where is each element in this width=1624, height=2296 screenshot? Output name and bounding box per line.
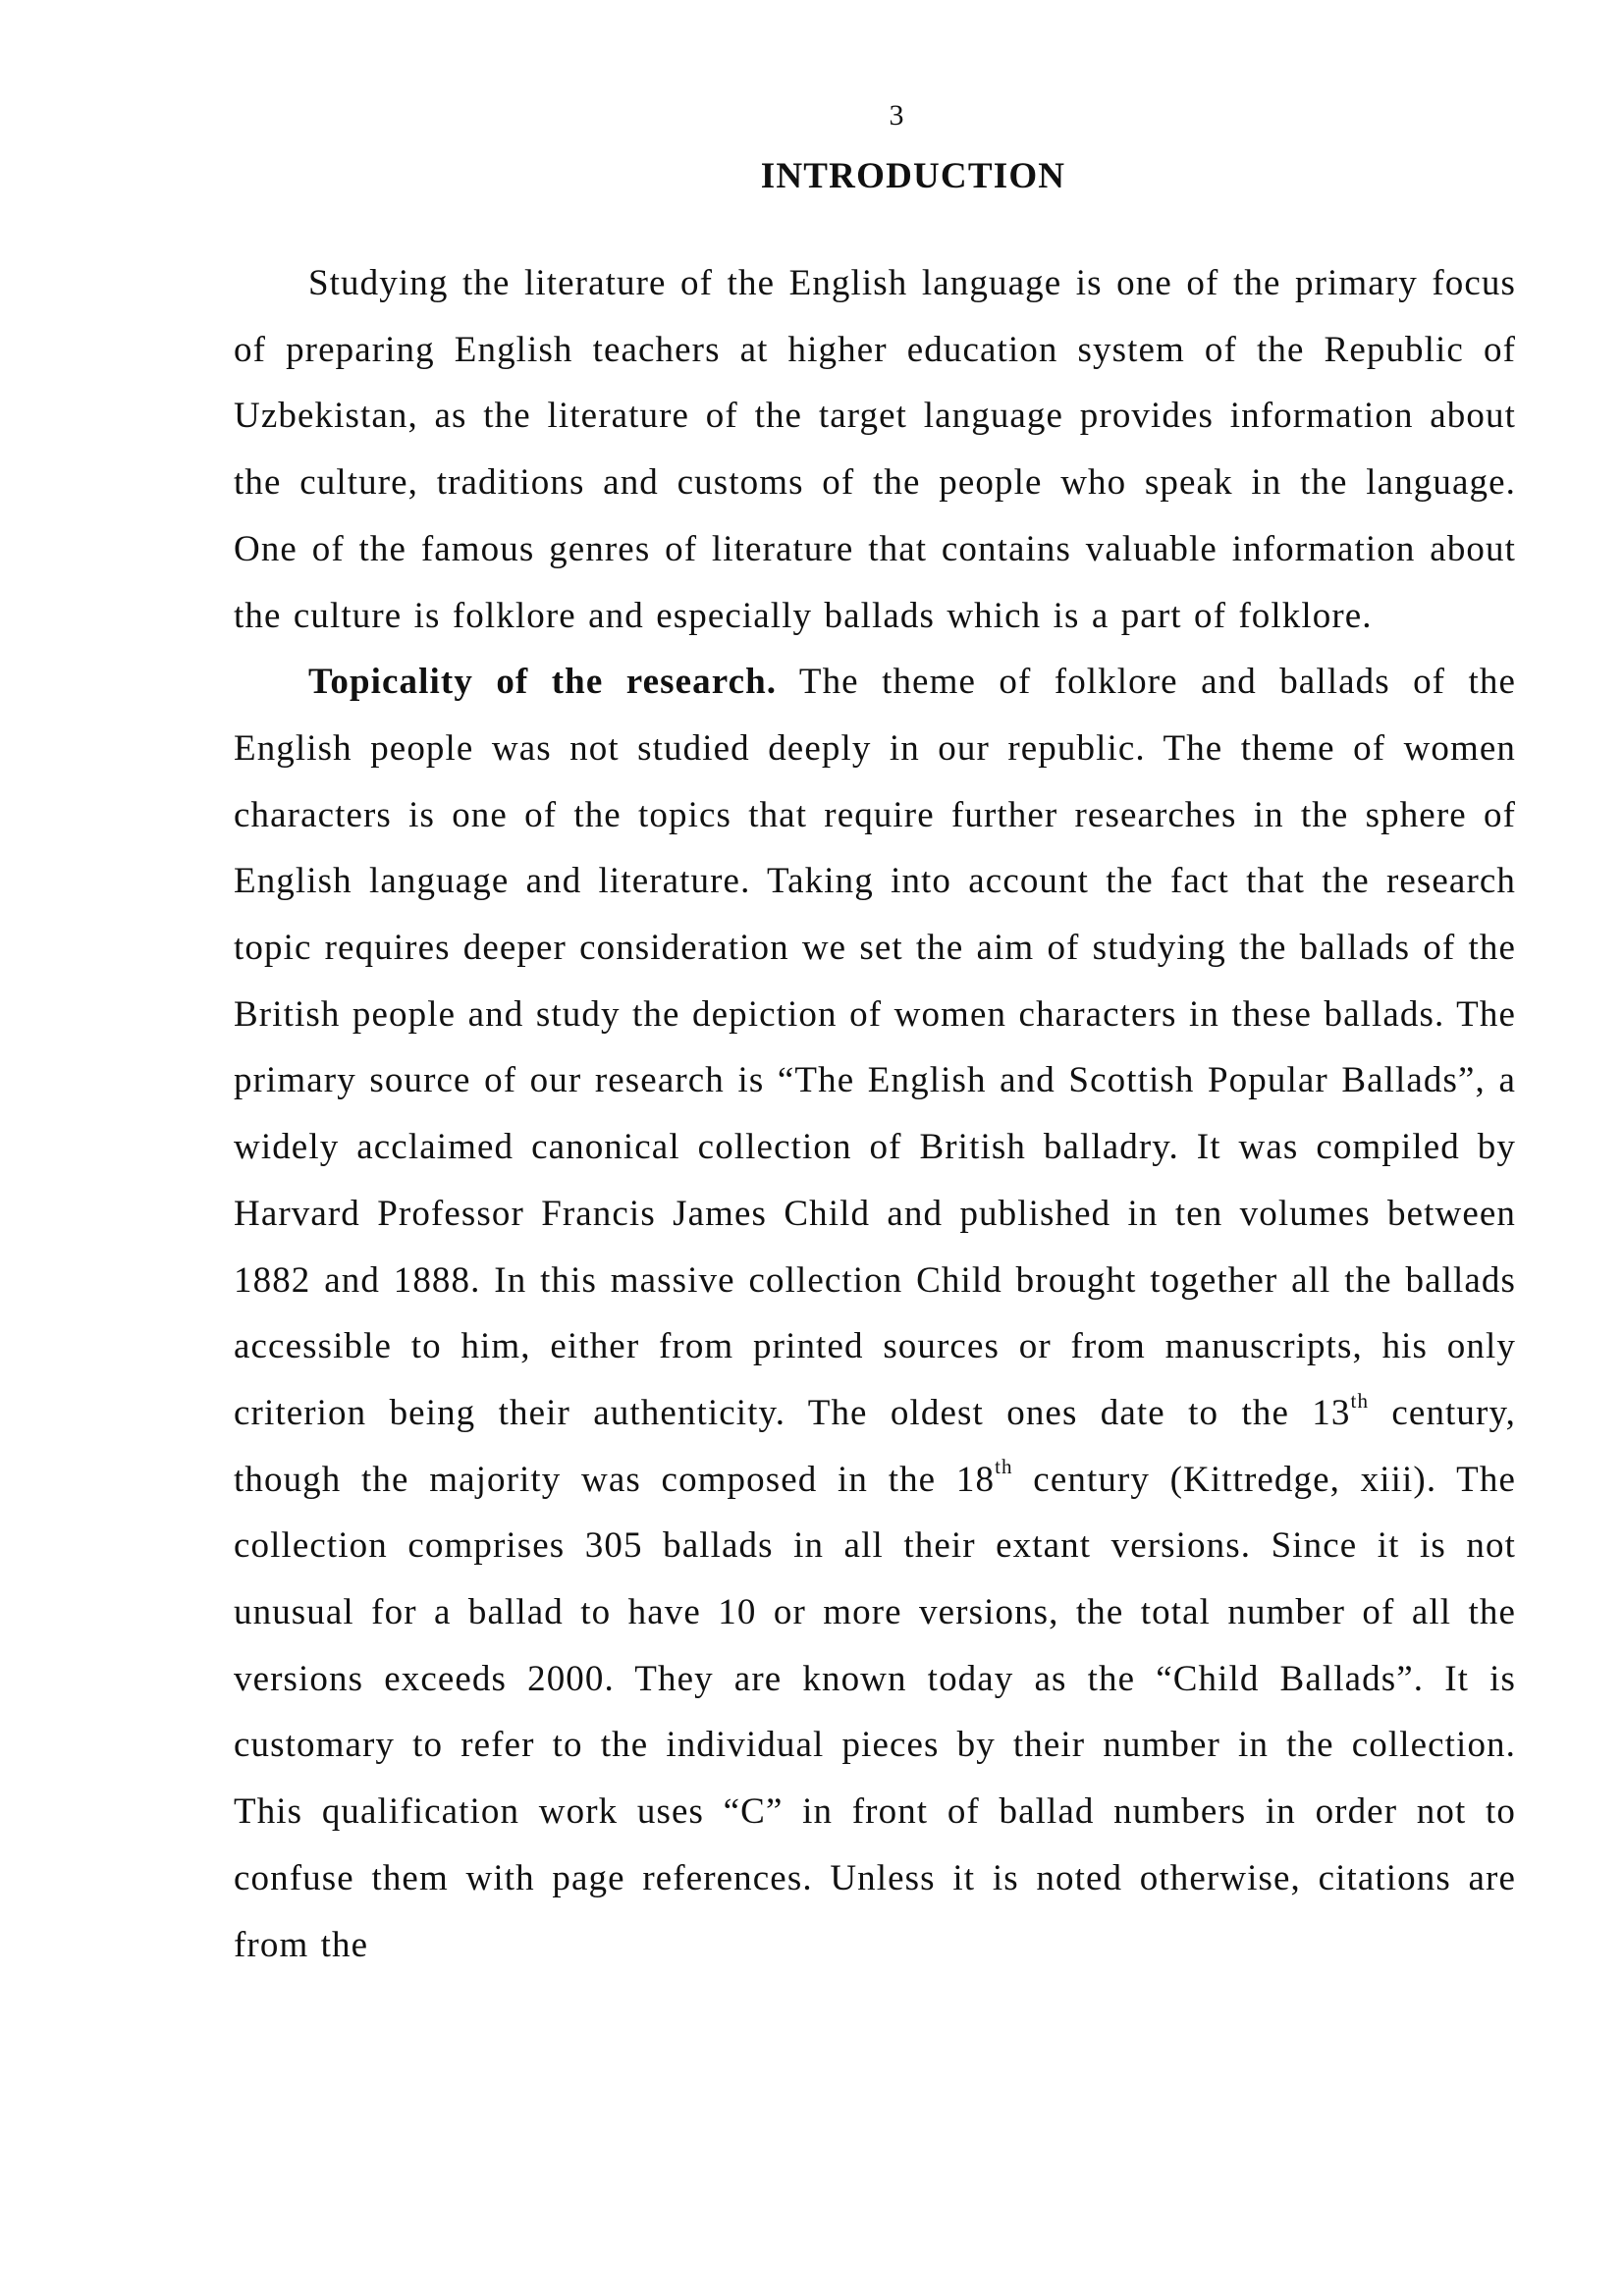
paragraph-topicality xyxy=(234,649,1516,1978)
page-number: 3 xyxy=(889,99,904,132)
paragraph-lead-in: Topicality of the research. xyxy=(308,662,778,703)
paragraph-text-part: century, though the majority was composed in the 18 xyxy=(234,1392,1516,1500)
section-heading: INTRODUCTION xyxy=(760,156,1066,196)
paragraph-text-part: century (Kittredge, xiii). The collection comprises 305 ballads in all their extant versions. Since it is not unusual for a ballad to have 10 or more versions, the total number of all the versions exceeds 2000. They are known today as the “Child Ballads”. It is customary to refer to the individual pieces by their number in the collection. This qualification work uses “C” in front of ballad numbers in order not to confuse them with page references. Unless it is noted otherwise, citations are from the xyxy=(234,1459,1517,1965)
paragraph-text-part: The theme of folklore and ballads of the English people was not studied deeply in our republic. The theme of women characters is one of the topics that require further researches in the sphere of English language and literature. Taking into account the fact that the research topic requires deeper consideration we set the aim of studying the ballads of the British people and study the depiction of women characters in these ballads. The primary source of our research is “The English and Scottish Popular Ballads”, a widely acclaimed canonical collection of British balladry. It was compiled by Harvard Professor Francis James Child and published in ten volumes between 1882 and 1888. In this massive collection Child brought together all the ballads accessible to him, either from printed sources or from manuscripts, his only criterion being their authenticity. The oldest ones date to the 13 xyxy=(234,662,1516,1433)
ordinal-superscript: th xyxy=(995,1455,1013,1479)
ordinal-superscript: th xyxy=(1350,1388,1370,1413)
body-text xyxy=(234,250,1516,1978)
paragraph-intro: Studying the literature of the English language is one of the primary focus of preparing English teachers at higher education system of the Republic of Uzbekistan, as the literature of the target language provides information about the culture, traditions and customs of the people who speak in the language. One of the famous genres of literature that contains valuable information about the culture is folklore and especially ballads which is a part of folklore. xyxy=(234,263,1516,636)
